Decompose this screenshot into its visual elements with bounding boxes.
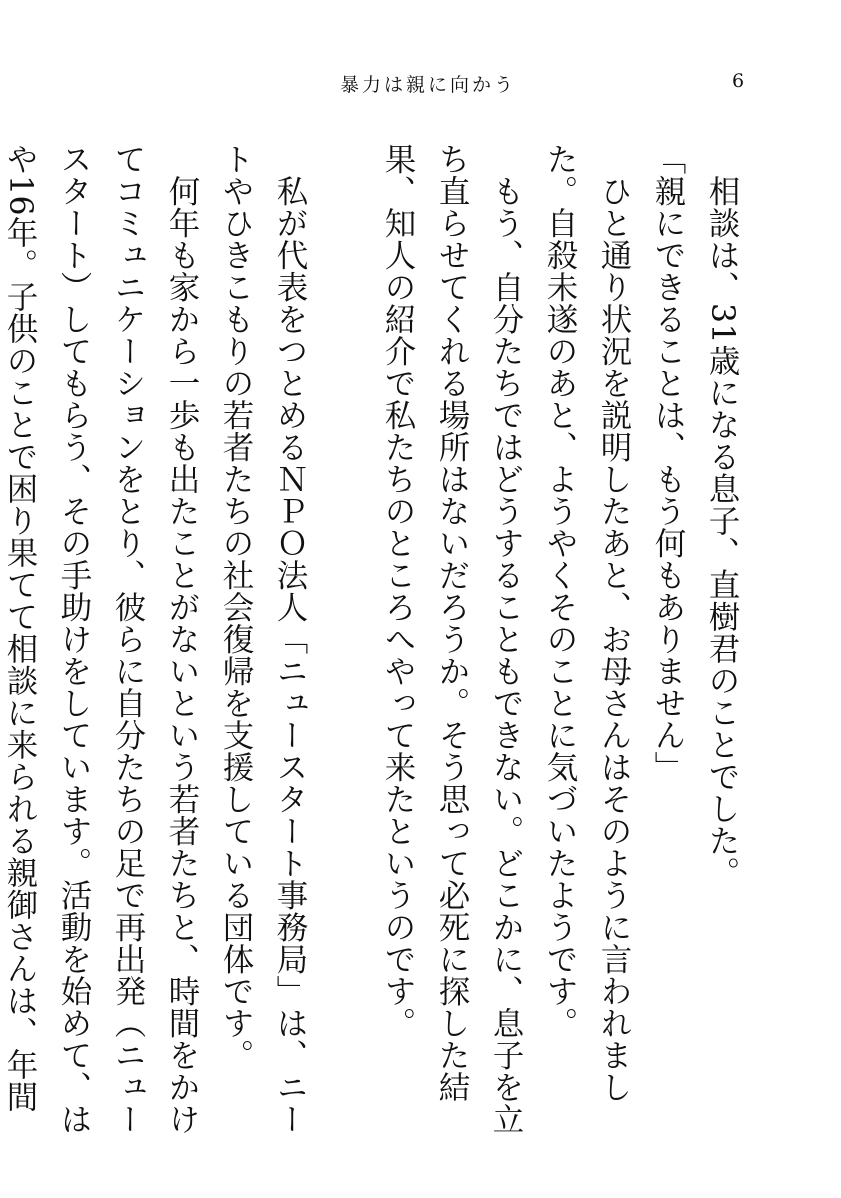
page-number: 6: [732, 70, 745, 92]
paragraph-3: ひと通り状況を説明したあと、お母さんはそのように言われました。自殺未遂のあと、ようやくそのことに気づいたようです。: [542, 143, 632, 1103]
running-head-title: 暴力は親に向かう: [340, 74, 517, 96]
paragraph-4: もう、自分たちではどうすることもできない。どこかに、息子を立ち直らせてくれる場所はないだろうか。そう思って必死に探した結果、知人の紹介で私たちのところへやって来たというのです。: [380, 143, 524, 1135]
paragraph-6: 何年も家から一歩も出たことがないという若者たちと、時間をかけてコミュニケーションをとり、彼らに自分たちの足で再出発（ニュースタート）してもらう、その手助けをしています。活動を始めて、はや16年。子供のことで困り果てて相談に来られる親御さんは、年間: [2, 143, 200, 1135]
paragraph-5: 私が代表をつとめるＮＰＯ法人「ニュースタート事務局」は、ニートやひきこもりの若者たちの社会復帰を支援している団体です。: [218, 143, 308, 1135]
paragraph-gap: [317, 143, 371, 1143]
paragraph-1: 相談は、31歳になる息子、直樹君のことでした。: [704, 174, 740, 888]
paragraph-2: 「親にできることは、もう何もありません」: [650, 143, 686, 783]
body-text: [0, 143, 749, 1143]
